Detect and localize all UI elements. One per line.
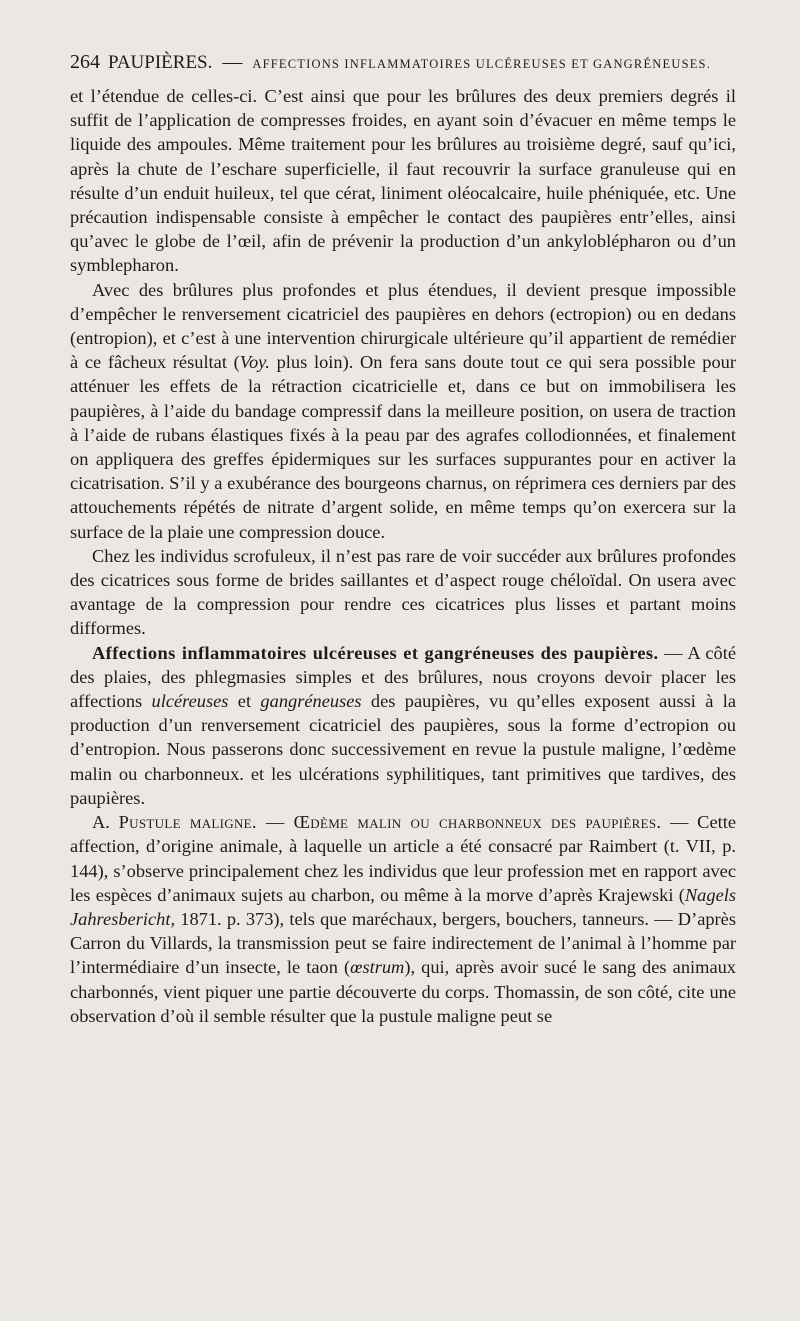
emphasis-text: œstrum: [350, 957, 405, 978]
paragraph-text: et: [228, 691, 261, 712]
subsection-heading: Pustule maligne. — Œdème malin ou charbonneux des paupières.: [118, 812, 662, 833]
running-head-dash: —: [222, 51, 243, 73]
paragraph-text: plus loin). On fera sans doute tout ce qui sera possible pour atténuer les effets de la rétraction cicatricielle et, dans ce but on immobilisera les paupières, à l’aide du bandage compressif dans la meilleure position, on usera de traction à l’aide de rubans élastiques fixés à la peau par des agrafes collodionnées, et finalement on appliquera des greffes épidermiques sur les surfaces suppurantes pour en activer la cicatrisation. S’il y a exubérance des bourgeons charnus, on réprimera ces derniers par des attouchements répétés de nitrate d’argent solide, en même temps qu’on exercera sur la surface de la plaie une compression douce.: [70, 352, 736, 542]
paragraph-text: Avec des brûlures plus profondes et plus étendues, il devient presque impossible d’empêcher le renversement cicatriciel des paupières en dehors (ectropion) ou en dedans (entropion), et c’est à une intervention chirurgicale ultérieure qu’il appartient de remédier à ce fâcheux résultat (: [70, 279, 736, 373]
paragraph-deep-burns: [70, 278, 736, 544]
cross-reference: Voy.: [239, 352, 270, 373]
paragraph-burns-treatment: [70, 84, 736, 278]
section-title: Affections inflammatoires ulcéreuses et gangréneuses des paupières.: [92, 642, 659, 663]
emphasis-text: ulcéreuses: [151, 691, 229, 712]
running-head: [70, 50, 736, 76]
paragraph-text: — Cette affection, d’origine animale, à laquelle un article a été consacré par Raimbert (t. VII, p. 144), s’observe principalement chez les individus que leur profession met en rapport avec les espèces d’animaux sujets au charbon, ou même à la morve d’après Krajewski (: [70, 812, 736, 905]
citation-title: Nagels Jahresbericht,: [70, 884, 736, 929]
paragraph-scrofulous: [70, 544, 736, 641]
paragraph-text: Chez les individus scrofuleux, il n’est pas rare de voir succéder aux brûlures profondes des cicatrices sous forme de brides saillantes et d’aspect rouge chéloïdal. On usera avec avantage de la compression pour rendre ces cicatrices plus lisses et partant moins difformes.: [70, 545, 736, 639]
paragraph-text: — A côté des plaies, des phlegmasies simples et des brûlures, nous croyons devoir placer les affections: [70, 642, 736, 712]
subsection-label: A.: [92, 812, 110, 833]
emphasis-text: gangréneuses: [260, 691, 362, 712]
paragraph-text: ), qui, après avoir sucé le sang des animaux charbonnés, vient piquer une partie découverte du corps. Thomassin, de son côté, cite une observation d’où il semble résulter que la pustule maligne peut se: [70, 957, 736, 1026]
body-text: [70, 84, 736, 1028]
page-number: 264: [70, 51, 100, 73]
paragraph-text: des paupières, vu qu’elles exposent aussi à la production d’un renversement cicatriciel des paupières, sous la forme d’ectropion ou d’entropion. Nous passerons donc successivement en revue la pustule maligne, l’œdème malin ou charbonneux. et les ulcérations syphilitiques, tant primitives que tardives, des paupières.: [70, 691, 737, 808]
paragraph-inflammatory-affections: [70, 641, 736, 810]
paragraph-text: 1871. p. 373), tels que maréchaux, bergers, bouchers, tanneurs. — D’après Carron du Villards, la transmission peut se faire indirectement de l’animal à l’homme par l’intermédiaire d’un insecte, le taon (: [70, 908, 736, 978]
running-head-title: PAUPIÈRES.: [108, 52, 213, 73]
paragraph-text: et l’étendue de celles-ci. C’est ainsi que pour les brûlures des deux premiers degrés il suffit de l’application de compresses froides, en ayant soin d’évacuer en même temps le liquide des ampoules. Même traitement pour les brûlures au troisième degré, sauf qu’ici, après la chute de l’eschare superficielle, il faut recouvrir la surface granuleuse qui en résulte d’un enduit huileux, tel que cérat, liniment oléocalcaire, huile phéniquée, etc. Une précaution indispensable consiste à empêcher le contact des paupières entr’elles, ainsi qu’avec le globe de l’œil, afin de prévenir la production d’un ankyloblépharon ou d’un symblepharon.: [70, 86, 736, 276]
running-head-subtitle: AFFECTIONS INFLAMMATOIRES ULCÉREUSES ET GANGRÉNEUSES.: [252, 57, 712, 71]
paragraph-pustule-maligne: [70, 810, 736, 1028]
